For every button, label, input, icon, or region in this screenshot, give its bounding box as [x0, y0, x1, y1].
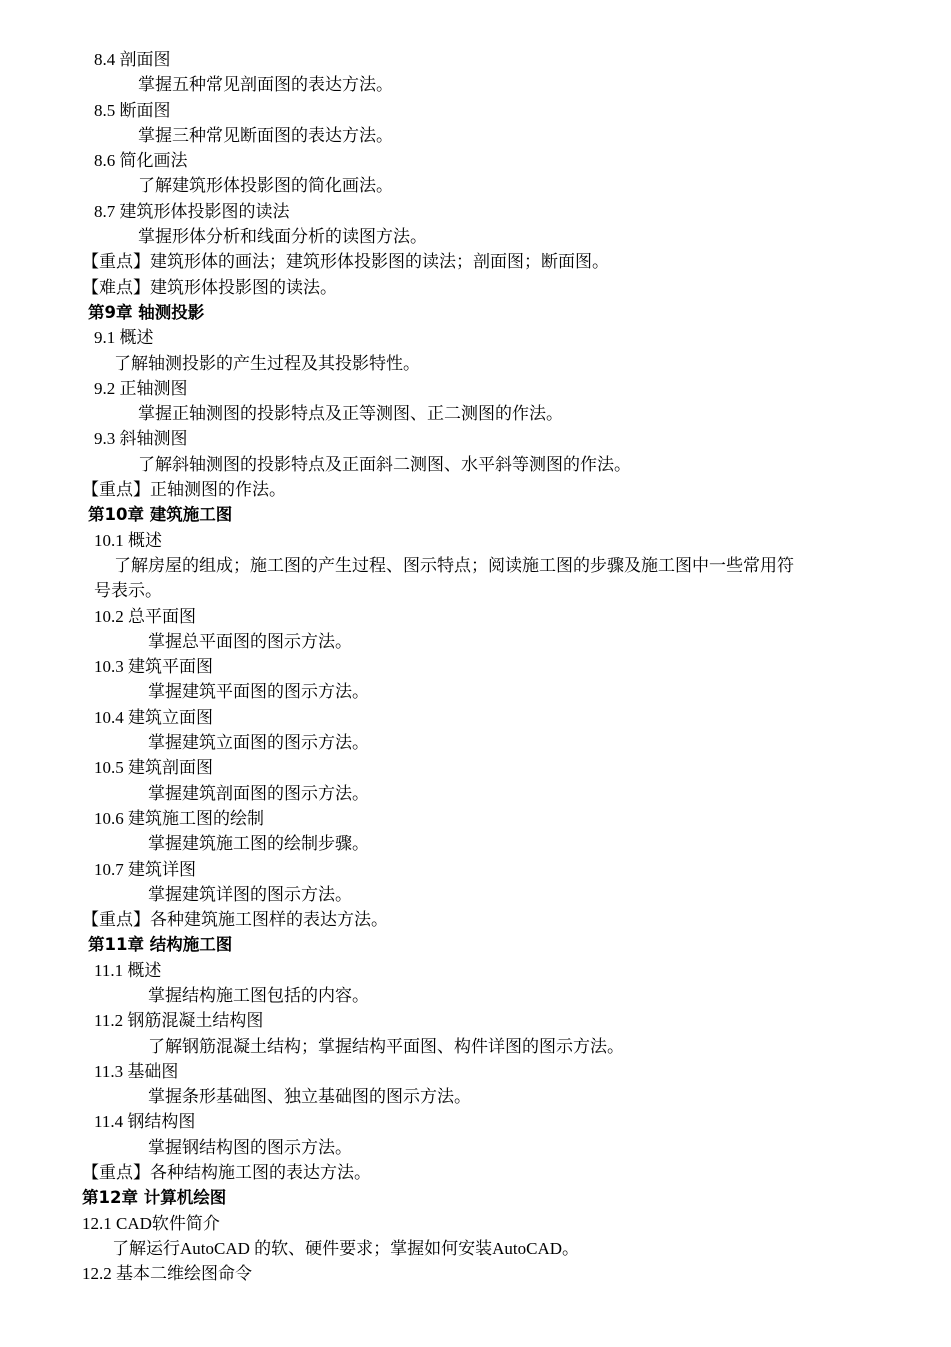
document-body [0, 47, 951, 1287]
section-description: 掌握建筑剖面图的图示方法。 [148, 783, 369, 803]
section-description: 了解斜轴测图的投影特点及正面斜二测图、水平斜等测图的作法。 [138, 454, 631, 474]
section-heading: 10.1 概述 [94, 530, 162, 550]
section-heading: 10.7 建筑详图 [94, 859, 196, 879]
key-point-note: 【重点】正轴测图的作法。 [82, 480, 286, 500]
section-heading: 11.3 基础图 [94, 1061, 179, 1081]
section-description: 掌握结构施工图包括的内容。 [148, 985, 369, 1005]
section-heading: 9.3 斜轴测图 [94, 429, 188, 449]
section-description: 掌握三种常见断面图的表达方法。 [138, 125, 393, 145]
section-description: 掌握建筑详图的图示方法。 [148, 884, 352, 904]
section-description: 了解房屋的组成；施工图的产生过程、图示特点；阅读施工图的步骤及施工图中一些常用符 [114, 555, 794, 575]
section-description: 掌握总平面图的图示方法。 [148, 631, 352, 651]
section-heading: 8.4 剖面图 [94, 50, 171, 69]
key-point-note: 【难点】建筑形体投影图的读法。 [82, 277, 337, 297]
chapter-heading: 第11章 结构施工图 [88, 935, 233, 955]
key-point-note: 【重点】各种建筑施工图样的表达方法。 [82, 910, 388, 930]
section-heading: 8.6 简化画法 [94, 151, 188, 171]
section-heading: 11.1 概述 [94, 960, 162, 980]
chapter-heading: 第12章 计算机绘图 [82, 1188, 227, 1208]
section-description: 掌握建筑立面图的图示方法。 [148, 733, 369, 753]
section-heading: 10.5 建筑剖面图 [94, 758, 213, 778]
section-heading: 10.2 总平面图 [94, 606, 196, 626]
chapter-heading: 第9章 轴测投影 [88, 302, 205, 322]
section-heading: 9.2 正轴测图 [94, 378, 188, 398]
section-heading: 9.1 概述 [94, 328, 154, 348]
section-description: 了解建筑形体投影图的简化画法。 [138, 176, 393, 196]
section-heading: 号表示。 [94, 581, 162, 601]
key-point-note: 【重点】建筑形体的画法；建筑形体投影图的读法；剖面图；断面图。 [82, 252, 609, 272]
section-heading: 11.4 钢结构图 [94, 1112, 196, 1132]
section-heading: 12.1 CAD软件简介 [82, 1213, 220, 1233]
section-heading: 10.6 建筑施工图的绘制 [94, 808, 264, 828]
section-heading: 12.2 基本二维绘图命令 [82, 1264, 252, 1284]
section-heading: 10.3 建筑平面图 [94, 657, 213, 677]
section-description: 了解钢筋混凝土结构；掌握结构平面图、构件详图的图示方法。 [148, 1036, 624, 1056]
section-heading: 11.2 钢筋混凝土结构图 [94, 1011, 264, 1031]
section-description: 了解轴测投影的产生过程及其投影特性。 [114, 353, 420, 373]
section-heading: 8.5 断面图 [94, 100, 171, 120]
section-description: 掌握正轴测图的投影特点及正等测图、正二测图的作法。 [138, 404, 563, 424]
chapter-heading: 第10章 建筑施工图 [88, 505, 233, 525]
section-description: 掌握条形基础图、独立基础图的图示方法。 [148, 1087, 471, 1107]
section-heading: 8.7 建筑形体投影图的读法 [94, 201, 290, 221]
section-description: 掌握五种常见剖面图的表达方法。 [138, 75, 393, 95]
section-description: 掌握建筑平面图的图示方法。 [148, 682, 369, 702]
section-heading: 10.4 建筑立面图 [94, 707, 213, 727]
section-description: 掌握钢结构图的图示方法。 [148, 1137, 352, 1157]
section-description: 了解运行AutoCAD 的软、硬件要求；掌握如何安装AutoCAD。 [112, 1238, 580, 1258]
section-description: 掌握建筑施工图的绘制步骤。 [148, 834, 369, 854]
key-point-note: 【重点】各种结构施工图的表达方法。 [82, 1163, 371, 1183]
section-description: 掌握形体分析和线面分析的读图方法。 [138, 227, 427, 247]
